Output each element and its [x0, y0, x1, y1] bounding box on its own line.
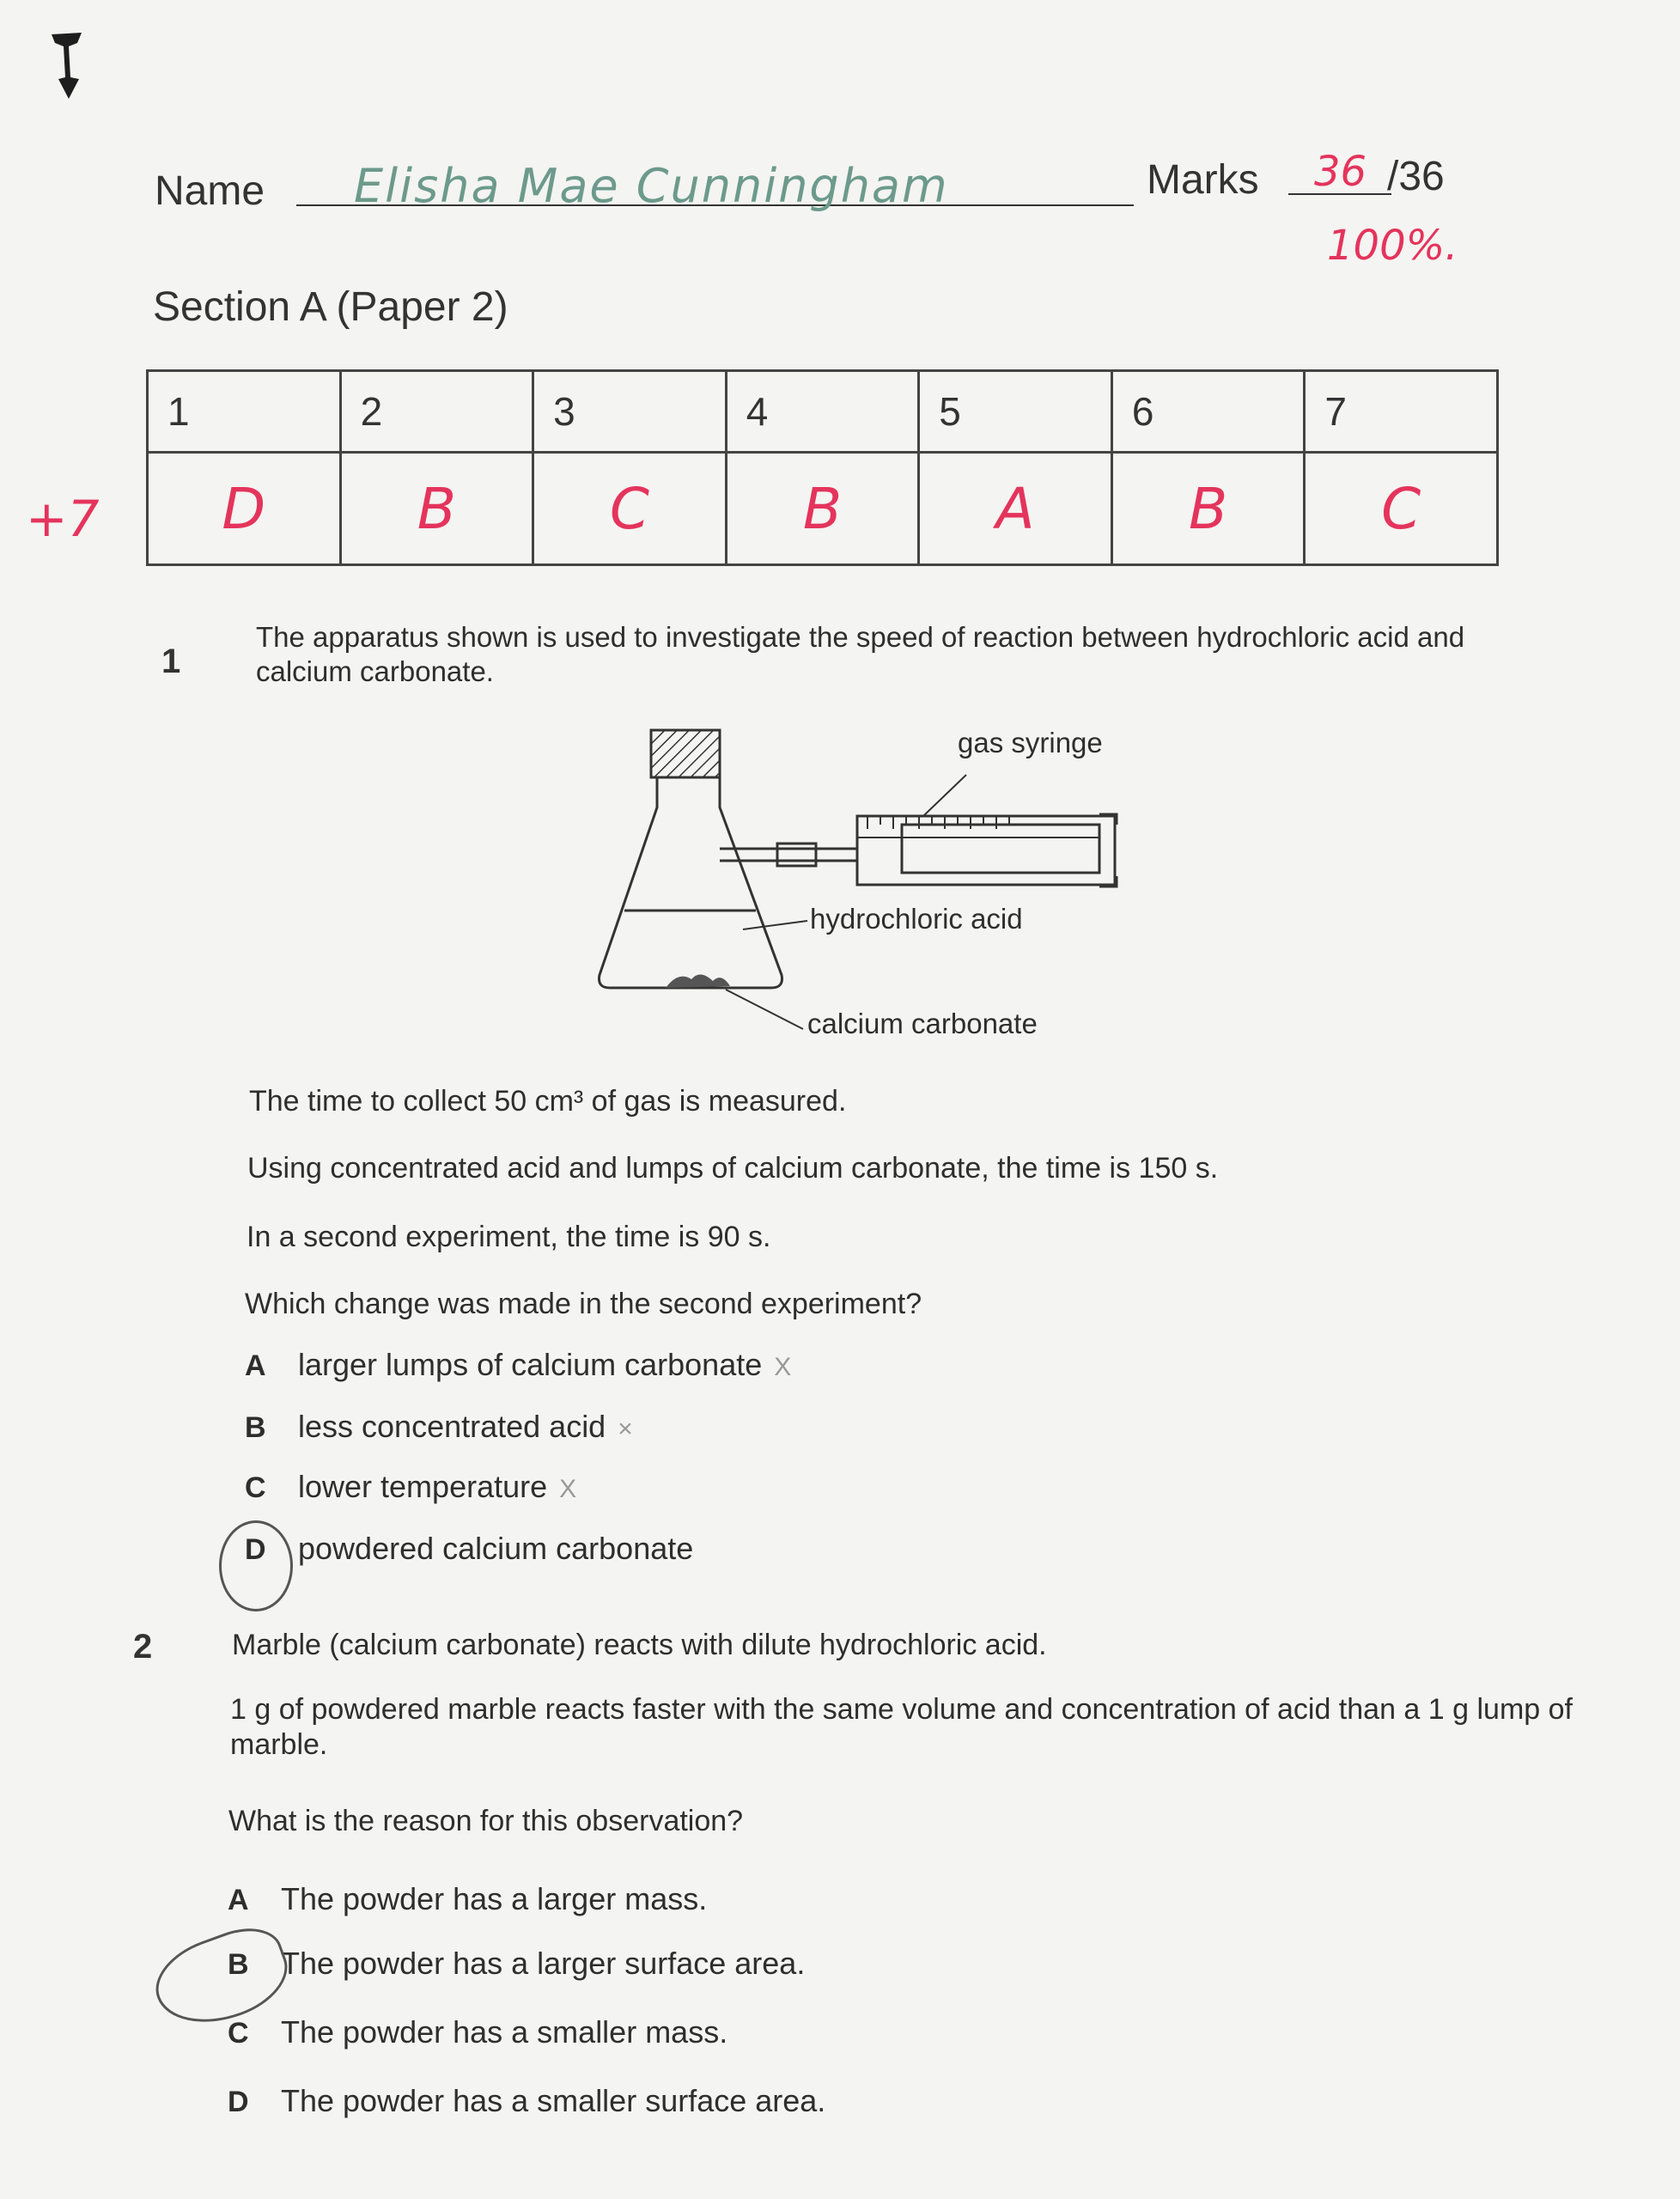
syringe-scale-ticks	[867, 816, 1009, 829]
grid-answer: B	[1111, 453, 1305, 565]
option-text: powdered calcium carbonate	[298, 1531, 694, 1566]
grid-number: 5	[919, 371, 1112, 453]
option-text: The powder has a smaller surface area.	[281, 2083, 826, 2118]
section-title: Section A (Paper 2)	[153, 284, 508, 330]
question-1-option-c[interactable]	[245, 1469, 576, 1505]
student-name: Elisha Mae Cunningham	[354, 159, 949, 213]
cross-mark-icon: X	[559, 1475, 577, 1503]
option-letter: B	[245, 1411, 266, 1444]
marks-score: 36	[1314, 148, 1367, 196]
grid-number: 2	[340, 371, 533, 453]
selected-answer-circle	[219, 1520, 293, 1611]
question-2-question: What is the reason for this observation?	[228, 1805, 744, 1837]
staple-icon	[43, 17, 94, 103]
marks-percent: 100%.	[1327, 222, 1458, 270]
stopper-shape	[651, 730, 720, 777]
grid-number: 4	[726, 371, 919, 453]
question-2-option-c[interactable]	[228, 2014, 727, 2050]
question-2-number: 2	[133, 1628, 153, 1666]
gas-syringe-shape	[857, 816, 1115, 885]
grid-answer: A	[919, 453, 1112, 565]
answer-grid-answers	[148, 453, 1498, 565]
question-1-number: 1	[161, 643, 181, 680]
option-letter: A	[245, 1349, 266, 1382]
option-text: The powder has a smaller mass.	[281, 2014, 728, 2050]
label-calcium-carbonate: calcium carbonate	[807, 1008, 1038, 1039]
option-letter: C	[228, 2017, 249, 2050]
grid-answer: D	[148, 453, 341, 565]
question-2-option-d[interactable]	[228, 2083, 825, 2119]
option-text: less concentrated acid	[298, 1409, 606, 1444]
question-1-line-3: In a second experiment, the time is 90 s.	[247, 1221, 771, 1253]
grid-answer: C	[533, 453, 727, 565]
question-1-question: Which change was made in the second experiment?	[245, 1288, 922, 1320]
marks-total: /36	[1387, 154, 1445, 199]
question-1-option-b[interactable]	[245, 1409, 633, 1445]
cross-mark-icon: ×	[618, 1415, 633, 1443]
answer-grid-numbers	[148, 371, 1498, 453]
marks-label: Marks	[1147, 157, 1259, 203]
name-label: Name	[155, 168, 265, 214]
grid-answer: C	[1305, 453, 1498, 565]
grid-number: 1	[148, 371, 341, 453]
option-letter: D	[245, 1533, 266, 1566]
label-gas-syringe: gas syringe	[958, 727, 1103, 758]
conical-flask-shape	[600, 777, 782, 988]
calcium-carbonate-lumps	[666, 974, 730, 988]
option-letter: B	[228, 1948, 249, 1981]
label-hydrochloric-acid: hydrochloric acid	[810, 903, 1023, 935]
question-1-option-d[interactable]	[245, 1531, 693, 1567]
question-1-option-a[interactable]	[245, 1347, 791, 1383]
option-letter: C	[245, 1471, 266, 1504]
option-text: The powder has a larger surface area.	[281, 1946, 806, 1981]
option-letter: A	[228, 1884, 249, 1916]
grid-answer: B	[340, 453, 533, 565]
apparatus-diagram	[584, 713, 1168, 1031]
option-text: larger lumps of calcium carbonate	[298, 1347, 763, 1382]
option-text: lower temperature	[298, 1469, 548, 1504]
question-2-option-b[interactable]	[228, 1946, 805, 1982]
option-letter: D	[228, 2086, 249, 2118]
question-1-line-2: Using concentrated acid and lumps of calcium carbonate, the time is 150 s.	[247, 1152, 1219, 1185]
answer-grid	[146, 369, 1499, 566]
question-1-intro: The apparatus shown is used to investigate the speed of reaction between hydrochloric acid and calcium carbonate.	[256, 621, 1465, 687]
grid-number: 7	[1305, 371, 1498, 453]
grid-number: 6	[1111, 371, 1305, 453]
option-text: The powder has a larger mass.	[281, 1881, 708, 1916]
question-2-option-a[interactable]	[228, 1881, 707, 1917]
grid-number: 3	[533, 371, 727, 453]
margin-score-note: +7	[26, 490, 100, 548]
question-2-intro: Marble (calcium carbonate) reacts with dilute hydrochloric acid.	[232, 1629, 1047, 1661]
grid-answer: B	[726, 453, 919, 565]
question-1-line-1: The time to collect 50 cm³ of gas is measured.	[249, 1085, 847, 1118]
question-2-line-1: 1 g of powdered marble reacts faster with the same volume and concentration of acid than a 1 g lump of marble.	[230, 1693, 1573, 1761]
cross-mark-icon: X	[774, 1353, 792, 1381]
